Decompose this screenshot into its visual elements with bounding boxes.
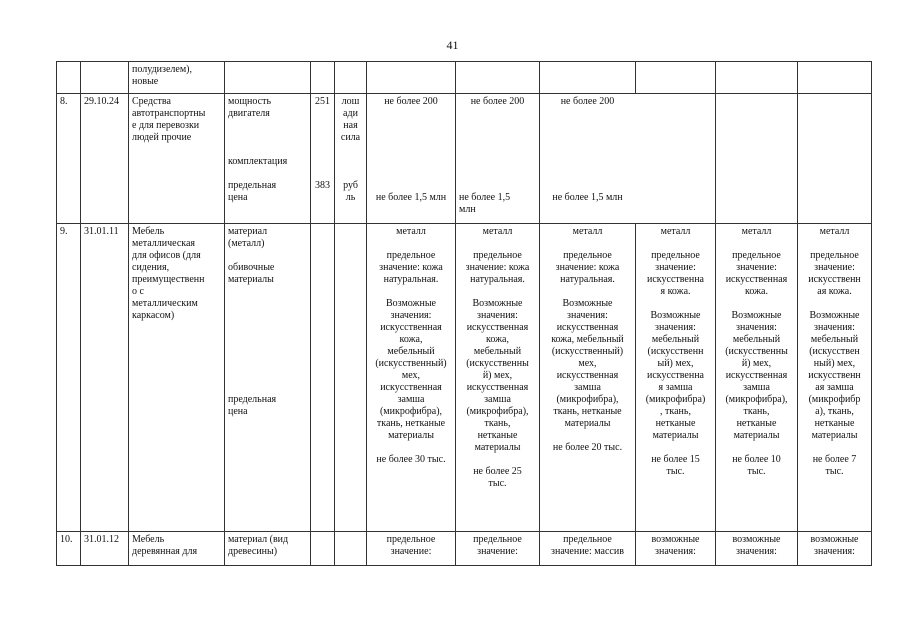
text-line: (микрофибр xyxy=(808,394,861,405)
text-line: (металл) xyxy=(228,238,265,249)
text-line: предельное xyxy=(563,534,612,545)
text-line: предельное xyxy=(651,250,700,261)
text-line: значение: xyxy=(736,262,777,273)
text-line: возможные xyxy=(651,534,700,545)
text-line: ная xyxy=(343,120,358,131)
text-line: металл xyxy=(660,226,691,237)
text-line: значения: xyxy=(655,546,696,557)
text-line: искусственн xyxy=(808,370,861,381)
text-line: о с xyxy=(132,286,144,297)
text-line: (искусственный) xyxy=(375,358,447,369)
text-line: (микрофибра), xyxy=(466,406,529,417)
text-line: материалы xyxy=(811,430,858,441)
text-line: Возможные xyxy=(562,298,613,309)
text-line: Средства xyxy=(132,96,171,107)
text-line: не более 25 xyxy=(473,466,522,477)
text-line: преимущественн xyxy=(132,274,205,285)
text-line: полудизелем), xyxy=(132,64,192,75)
text-line: искусственная xyxy=(380,382,442,393)
text-line: металл xyxy=(396,226,426,237)
text-line: значения: xyxy=(814,322,855,333)
text-line: кожа. xyxy=(745,286,768,297)
text-line: ткань, xyxy=(484,418,511,429)
item-name-cell xyxy=(129,224,225,532)
text-line: натуральная. xyxy=(383,274,439,285)
text-line: искусственн xyxy=(808,274,861,285)
text-line: лош xyxy=(341,96,360,107)
text-line: й) мех, xyxy=(482,370,513,381)
text-line: млн xyxy=(459,204,476,215)
text-line: не более 200 xyxy=(470,96,525,107)
text-line: значения: xyxy=(814,546,855,557)
okpd-code: 31.01.12 xyxy=(81,532,129,566)
text-line: не более 20 тыс. xyxy=(552,442,623,453)
text-line: (микрофибра), xyxy=(556,394,619,405)
text-line: значение: кожа xyxy=(379,262,443,273)
text-line: предельное xyxy=(732,250,781,261)
item-name-cell xyxy=(129,94,225,224)
text-line: значение: xyxy=(390,546,432,557)
page-number: 41 xyxy=(446,38,459,52)
text-line: металлическая xyxy=(132,238,196,249)
text-line: не более 30 тыс. xyxy=(376,454,446,465)
value-cell-4 xyxy=(636,224,716,532)
text-line: Возможные xyxy=(809,310,860,321)
text-line: искусственная xyxy=(556,322,619,333)
text-line: (искусственны xyxy=(466,358,529,369)
table-row-continuation xyxy=(57,62,872,94)
text-line: , ткань, xyxy=(660,406,691,417)
text-line: предельное xyxy=(810,250,859,261)
text-line: значения: xyxy=(736,546,777,557)
text-line: не более 1,5 xyxy=(459,192,511,203)
text-line: искусственная xyxy=(466,382,529,393)
text-line: Возможные xyxy=(386,298,436,309)
text-line: тыс. xyxy=(747,466,766,477)
characteristic-cell xyxy=(225,94,311,224)
text-line: цена xyxy=(228,192,248,203)
text-line: искусственна xyxy=(647,274,704,285)
text-line: Мебель xyxy=(132,534,165,545)
text-line: значение: кожа xyxy=(465,262,530,273)
text-line: тыс. xyxy=(488,478,507,489)
text-line: (искусственны xyxy=(725,346,788,357)
text-line: искусственная xyxy=(556,370,619,381)
text-line: ткань, xyxy=(743,406,770,417)
value-cell-5 xyxy=(716,224,798,532)
text-line: материал xyxy=(228,226,268,237)
text-line: а), ткань, xyxy=(815,406,854,417)
text-line: цена xyxy=(228,406,248,417)
text-line: значение: xyxy=(655,262,696,273)
text-line: (искусственн xyxy=(647,346,704,357)
text-line: деревянная для xyxy=(132,546,198,557)
text-line: металл xyxy=(741,226,772,237)
text-line: кожа, мебельный xyxy=(551,334,624,345)
characteristic-cell xyxy=(225,532,311,566)
text-line: искусственная xyxy=(725,274,788,285)
text-line: руб xyxy=(343,180,358,191)
text-line: Возможные xyxy=(650,310,701,321)
value-cell-5 xyxy=(716,94,798,224)
value-cell-5 xyxy=(716,532,798,566)
text-line: сила xyxy=(340,132,361,143)
text-line: я замша xyxy=(658,382,693,393)
text-line: значение: xyxy=(814,262,855,273)
text-line: искусственная xyxy=(380,322,442,333)
characteristic-cell xyxy=(225,224,311,532)
text-line: искусственная xyxy=(466,322,529,333)
text-line: е для перевозки xyxy=(132,120,200,131)
value-cell-2 xyxy=(456,94,540,224)
text-line: материалы xyxy=(228,274,274,285)
text-line: замша xyxy=(574,382,601,393)
okpd-code: 31.01.11 xyxy=(81,224,129,532)
text-line: искусственная xyxy=(725,370,788,381)
text-line: натуральная. xyxy=(560,274,615,285)
text-line: (микрофибра), xyxy=(379,406,443,417)
text-line: мебельный xyxy=(651,334,700,345)
text-line: предельная xyxy=(228,394,277,405)
text-line: нетканые xyxy=(814,418,855,429)
text-line: материалы xyxy=(733,430,780,441)
text-line: замша xyxy=(484,394,511,405)
text-line: мебельный xyxy=(387,346,435,357)
requirements-table xyxy=(56,61,872,566)
value-cell-4 xyxy=(636,94,716,224)
value-cell-3 xyxy=(540,224,636,532)
value-cell-4 xyxy=(636,532,716,566)
text-line: металл xyxy=(572,226,603,237)
text-line: нетканые xyxy=(736,418,777,429)
text-line: двигателя xyxy=(228,108,270,119)
text-line: ткань, нетканые xyxy=(553,406,622,417)
text-line: не более 200 xyxy=(560,96,615,107)
text-line: (микрофибра) xyxy=(645,394,706,405)
text-line: ый) мех, xyxy=(657,358,694,369)
okei-code-cell: 251 383 xyxy=(311,94,335,224)
text-line: я кожа. xyxy=(660,286,691,297)
text-line: ади xyxy=(343,108,358,119)
row-number: 10. xyxy=(57,532,81,566)
table-row-9 xyxy=(57,224,872,532)
value-cell-6 xyxy=(798,94,872,224)
text-line: сидения, xyxy=(132,262,170,273)
text-line: материал (вид xyxy=(228,534,289,545)
value-cell-1 xyxy=(367,224,456,532)
text-line: значения: xyxy=(736,322,777,333)
text-line: древесины) xyxy=(228,546,278,557)
text-line: Мебель xyxy=(132,226,165,237)
value-cell-2 xyxy=(456,532,540,566)
text-line: металлическим xyxy=(132,298,198,309)
text-line: возможные xyxy=(810,534,859,545)
text-line: ая кожа. xyxy=(817,286,852,297)
value-cell-1 xyxy=(367,532,456,566)
text-line: мебельный xyxy=(732,334,781,345)
text-line: (искусственный) xyxy=(551,346,624,357)
text-line: кожа, xyxy=(486,334,509,345)
text-line: автотранспортны xyxy=(132,108,206,119)
value-cell-1 xyxy=(367,94,456,224)
text-line: ный) мех, xyxy=(813,358,856,369)
row-number: 9. xyxy=(57,224,81,532)
text-line: значения: xyxy=(390,310,432,321)
text-line: предельное xyxy=(473,534,522,545)
text-line: (микрофибра), xyxy=(725,394,788,405)
value-cell-6 xyxy=(798,532,872,566)
okpd-code: 29.10.24 xyxy=(81,94,129,224)
text-line: замша xyxy=(743,382,770,393)
value-cell-3 xyxy=(540,94,636,224)
text-line: тыс. xyxy=(666,466,685,477)
text-line: материалы xyxy=(564,418,611,429)
text-line: мощность xyxy=(228,96,271,107)
text-line: предельное xyxy=(473,250,522,261)
text-line: значение: массив xyxy=(551,546,624,557)
text-line: комплектация xyxy=(228,156,288,167)
text-line: не более 1,5 млн xyxy=(375,192,447,203)
item-name-cell xyxy=(129,532,225,566)
text-line: Возможные xyxy=(731,310,782,321)
text-line: предельное xyxy=(386,534,436,545)
unit-cell xyxy=(335,94,367,224)
text-line: кожа, xyxy=(399,334,423,345)
text-line: металл xyxy=(482,226,513,237)
text-line: не более 10 xyxy=(732,454,781,465)
text-line: предельное xyxy=(386,250,436,261)
text-line: не более 1,5 млн xyxy=(552,192,623,203)
text-line: мех, xyxy=(578,358,597,369)
text-line: обивочные xyxy=(228,262,275,273)
text-line: замша xyxy=(397,394,425,405)
text-line: (искусствен xyxy=(809,346,860,357)
text-line: мебельный xyxy=(810,334,859,345)
table-row-8 xyxy=(57,94,872,224)
text-line: для офисов (для xyxy=(132,250,201,261)
value-cell-6 xyxy=(798,224,872,532)
text-line: нетканые xyxy=(477,430,518,441)
text-line: предельная xyxy=(228,180,277,191)
value-cell-3 xyxy=(540,532,636,566)
text-line: ткань, нетканые xyxy=(376,418,446,429)
text-line: материалы xyxy=(474,442,521,453)
text-line: мебельный xyxy=(473,346,522,357)
text-line: Возможные xyxy=(472,298,523,309)
text-line: натуральная. xyxy=(470,274,525,285)
text-line: каркасом) xyxy=(132,310,175,321)
text-line: не более 15 xyxy=(651,454,700,465)
value-cell-2 xyxy=(456,224,540,532)
text-line: тыс. xyxy=(825,466,844,477)
row-number: 8. xyxy=(57,94,81,224)
text-line: не более 7 xyxy=(812,454,857,465)
text-line: значения: xyxy=(567,310,608,321)
table-row-10 xyxy=(57,532,872,566)
text-line: мех, xyxy=(401,370,421,381)
text-line: предельное xyxy=(563,250,612,261)
text-line: людей прочие xyxy=(132,132,192,143)
item-name-cell xyxy=(129,62,225,94)
text-line: значение: кожа xyxy=(555,262,620,273)
text-line: ль xyxy=(345,192,356,203)
text-line: материалы xyxy=(388,430,434,441)
text-line: металл xyxy=(819,226,850,237)
text-line: значение: xyxy=(477,546,518,557)
text-line: искусственна xyxy=(647,370,704,381)
text-line: значения: xyxy=(655,322,696,333)
text-line: не более 200 xyxy=(384,96,438,107)
text-line: значения: xyxy=(477,310,518,321)
text-line: й) мех, xyxy=(741,358,772,369)
text-line: ая замша xyxy=(815,382,854,393)
text-line: новые xyxy=(132,76,159,87)
text-line: возможные xyxy=(732,534,781,545)
text-line: материалы xyxy=(652,430,699,441)
text-line: нетканые xyxy=(655,418,696,429)
